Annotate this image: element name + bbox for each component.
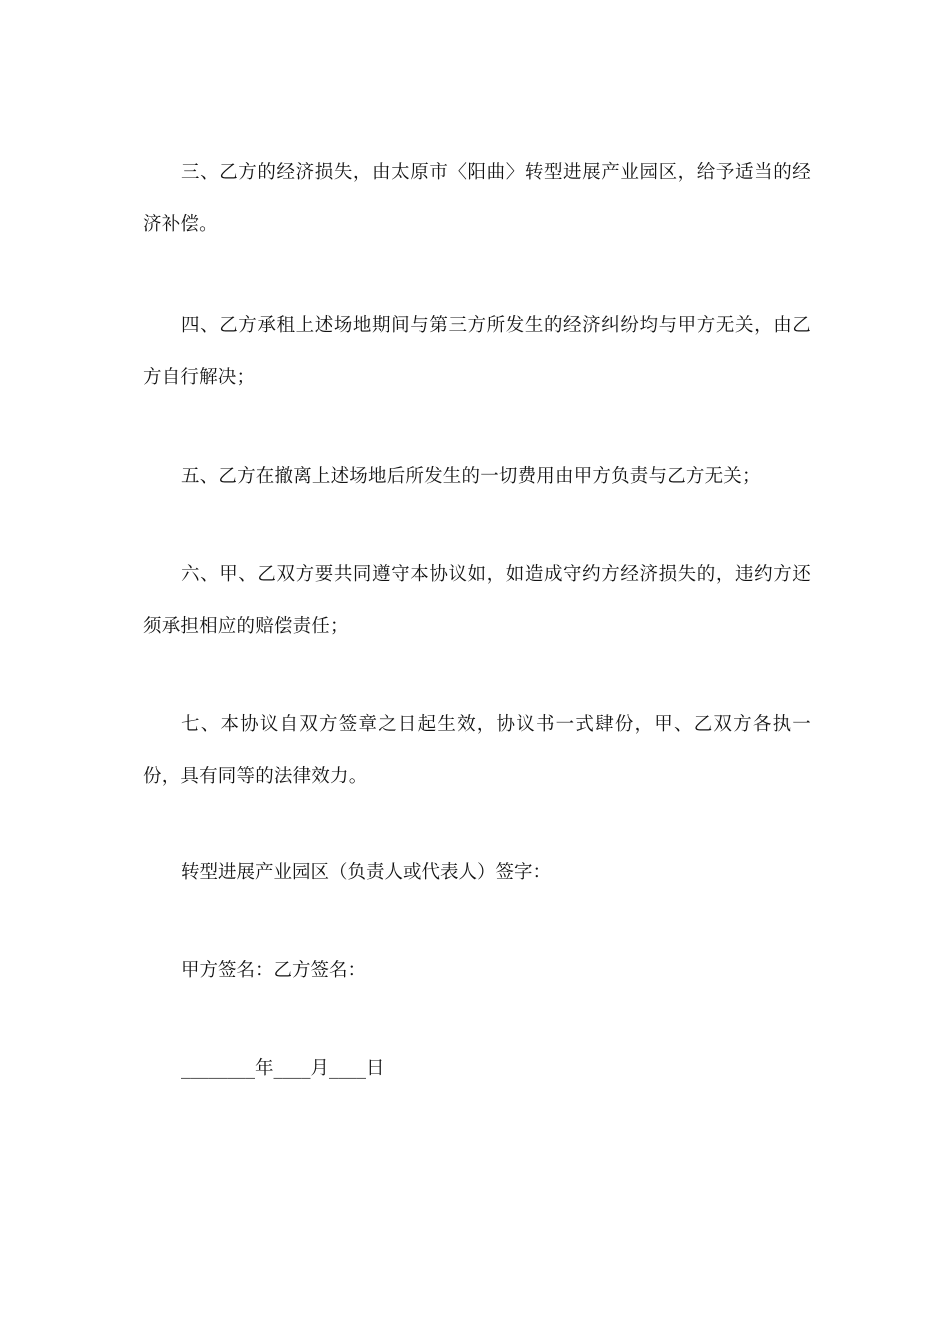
clause-7: 七、本协议自双方签章之日起生效，协议书一式肆份，甲、乙双方各执一份，具有同等的法律效力。 — [143, 714, 811, 787]
party-signature-line: 甲方签名：乙方签名： — [181, 960, 367, 981]
date-line: ________年____月____日 — [181, 1058, 385, 1079]
clause-4: 四、乙方承租上述场地期间与第三方所发生的经济纠纷均与甲方无关，由乙方自行解决； — [143, 315, 811, 388]
clause-6: 六、甲、乙双方要共同遵守本协议如，如造成守约方经济损失的，违约方还须承担相应的赔偿责任； — [143, 564, 811, 637]
clause-3: 三、乙方的经济损失，由太原市〈阳曲〉转型进展产业园区，给予适当的经济补偿。 — [143, 162, 811, 235]
park-signature-line: 转型进展产业园区（负责人或代表人）签字： — [181, 862, 552, 883]
clause-5: 五、乙方在撤离上述场地后所发生的一切费用由甲方负责与乙方无关； — [181, 466, 761, 487]
